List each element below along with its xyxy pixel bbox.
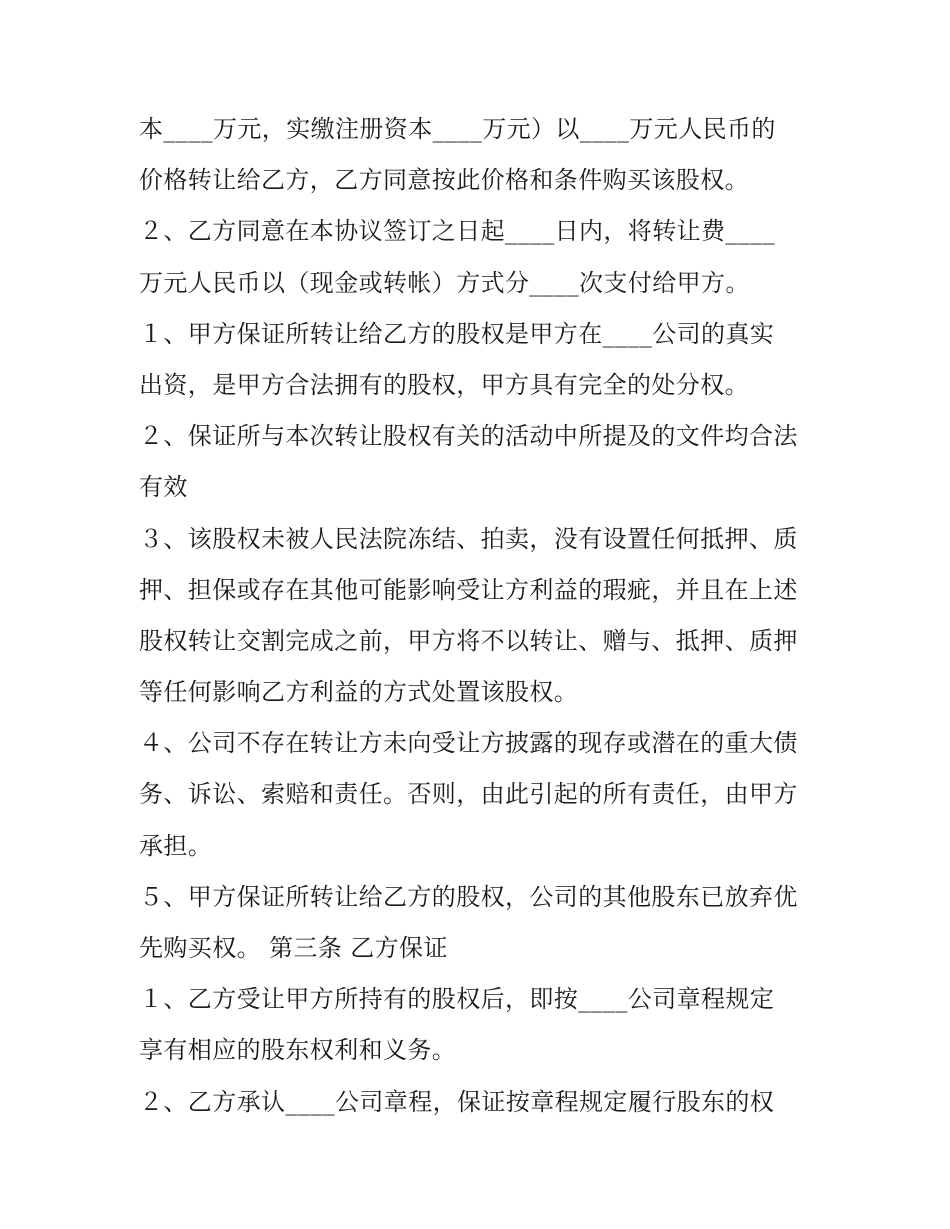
text-line: ４、公司不存在转让方未向受让方披露的现存或潜在的重大债 [139, 729, 798, 758]
text-line: 出资，是甲方合法拥有的股权，甲方具有完全的处分权。 [139, 370, 749, 399]
text-line: ５、甲方保证所转让给乙方的股权，公司的其他股东已放弃优 [139, 882, 798, 911]
text-line: ２、乙方承认____公司章程，保证按章程规定履行股东的权 [139, 1087, 775, 1116]
text-line: 先购买权。 第三条 乙方保证 [139, 934, 448, 962]
text-line: 万元人民币以（现金或转帐）方式分____次支付给甲方。 [139, 268, 750, 297]
text-line: 股权转让交割完成之前，甲方将不以转让、赠与、抵押、质押 [139, 626, 798, 655]
text-line: ３、该股权未被人民法院冻结、拍卖，没有设置任何抵押、质 [139, 524, 798, 553]
document-body [139, 104, 839, 1128]
text-line: １、甲方保证所转让给乙方的股权是甲方在____公司的真实 [139, 319, 775, 348]
text-line: 承担。 [139, 831, 213, 860]
text-line: ２、保证所与本次转让股权有关的活动中所提及的文件均合法 [139, 422, 798, 451]
text-line: ２、乙方同意在本协议签订之日起____日内，将转让费____ [139, 217, 775, 246]
text-line: 押、担保或存在其他可能影响受让方利益的瑕疵，并且在上述 [139, 575, 798, 604]
text-line: 务、诉讼、索赔和责任。否则，由此引起的所有责任，由甲方 [139, 780, 798, 809]
text-line: 本____万元，实缴注册资本____万元）以____万元人民币的 [139, 115, 776, 143]
text-line: １、乙方受让甲方所持有的股权后，即按____公司章程规定 [139, 985, 775, 1014]
text-line: 价格转让给乙方，乙方同意按此价格和条件购买该股权。 [139, 166, 749, 195]
text-line: 享有相应的股东权利和义务。 [139, 1036, 457, 1065]
text-line: 等任何影响乙方利益的方式处置该股权。 [139, 678, 579, 707]
text-line: 有效 [139, 473, 188, 502]
